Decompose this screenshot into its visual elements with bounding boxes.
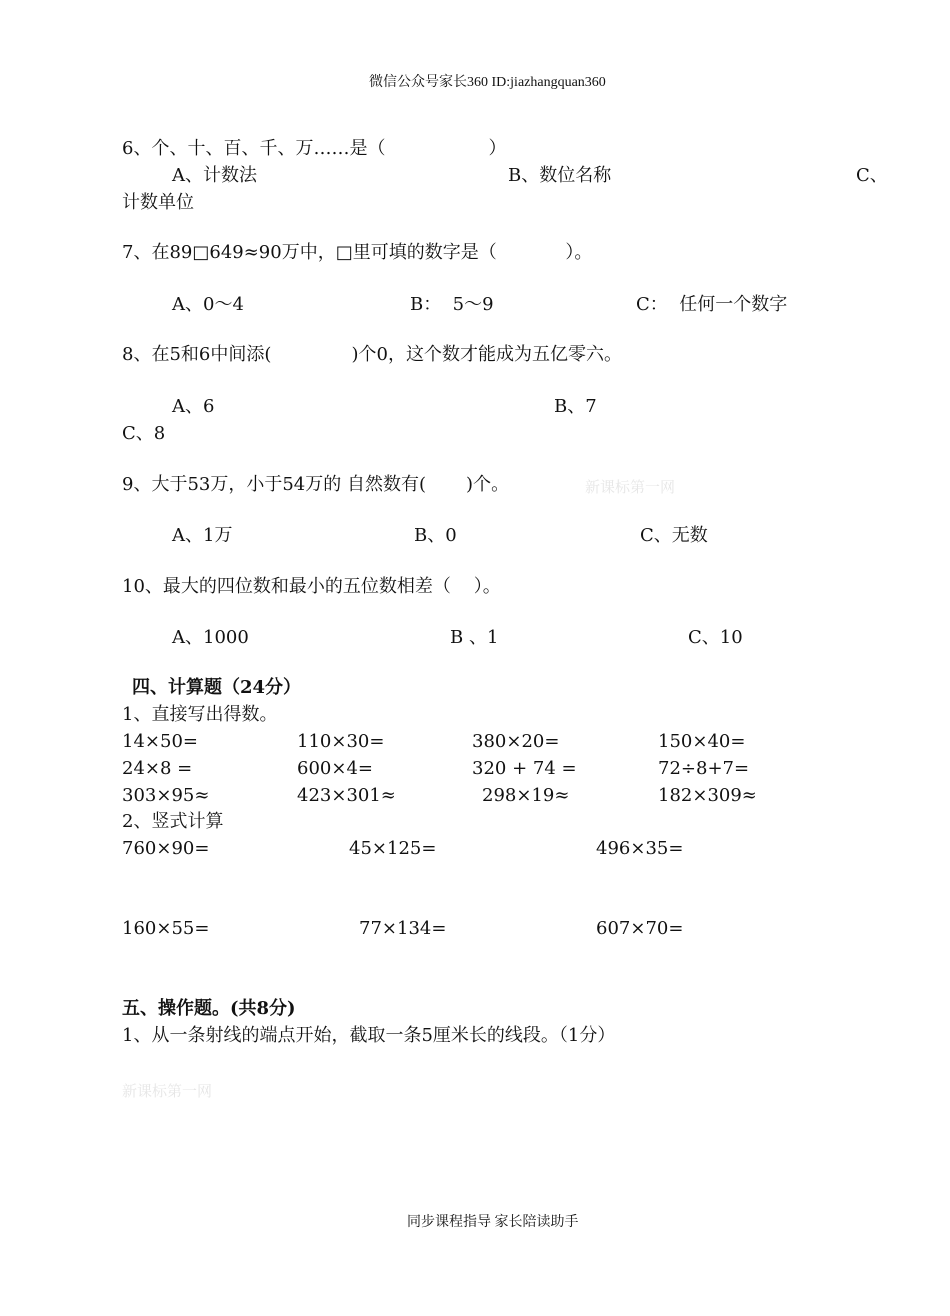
calc-r3-c3: 298×19≈ <box>482 785 570 806</box>
vertical-calc-r1-c3: 496×35= <box>596 838 684 859</box>
question-6-option-a: A、计数法 <box>172 165 257 186</box>
vertical-calc-r2-c1: 160×55= <box>122 918 210 939</box>
section-4-part-1: 1、直接写出得数。 <box>122 704 278 725</box>
section-4-title: 四、计算题（24分） <box>132 677 302 698</box>
calc-r1-c2: 110×30= <box>297 731 385 752</box>
watermark: 新课标第一网 <box>585 478 676 496</box>
vertical-calc-r2-c2: 77×134= <box>359 918 447 939</box>
calc-r1-c1: 14×50= <box>122 731 198 752</box>
watermark: 新课标第一网 <box>122 1082 213 1100</box>
vertical-calc-r1-c2: 45×125= <box>349 838 437 859</box>
question-7-stem: 7、在89□649≈90万中，□里可填的数字是（ ）。 <box>122 242 593 263</box>
question-7-option-c: C： 任何一个数字 <box>636 294 788 315</box>
calc-r2-c2: 600×4= <box>297 758 373 779</box>
question-7-option-a: A、0～4 <box>172 294 244 315</box>
section-5-title: 五、操作题。(共8分) <box>122 998 296 1019</box>
section-5-question-1: 1、从一条射线的端点开始，截取一条5厘米长的线段。（1分） <box>122 1025 616 1046</box>
question-9-option-c: C、无数 <box>640 525 708 546</box>
vertical-calc-r1-c1: 760×90= <box>122 838 210 859</box>
question-8-option-c: C、8 <box>122 423 166 444</box>
calc-r2-c4: 72÷8+7= <box>658 758 750 779</box>
calc-r1-c4: 150×40= <box>658 731 746 752</box>
question-8-option-b: B、7 <box>554 396 597 417</box>
page-footer: 同步课程指导 家长陪读助手 <box>407 1215 579 1230</box>
question-10-option-c: C、10 <box>688 627 743 648</box>
question-6-option-c-prefix: C、 <box>856 165 888 186</box>
question-6-option-b: B、数位名称 <box>508 165 612 186</box>
calc-r1-c3: 380×20= <box>472 731 560 752</box>
question-9-stem: 9、大于53万，小于54万的 自然数有( )个。 <box>122 474 510 495</box>
question-7-option-b: B： 5～9 <box>410 294 494 315</box>
question-8-option-a: A、6 <box>172 396 215 417</box>
section-4-part-2: 2、竖式计算 <box>122 811 224 832</box>
question-10-option-b: B 、1 <box>450 627 499 648</box>
question-6-stem: 6、个、十、百、千、万……是（ ） <box>122 138 507 159</box>
question-8-stem: 8、在5和6中间添( )个0，这个数才能成为五亿零六。 <box>122 344 622 365</box>
calc-r2-c1: 24×8 = <box>122 758 193 779</box>
question-10-stem: 10、最大的四位数和最小的五位数相差（ ）。 <box>122 576 501 597</box>
question-9-option-a: A、1万 <box>172 525 233 546</box>
calc-r3-c1: 303×95≈ <box>122 785 210 806</box>
calc-r3-c2: 423×301≈ <box>297 785 396 806</box>
calc-r3-c4: 182×309≈ <box>658 785 757 806</box>
question-6-option-c: 计数单位 <box>122 192 194 213</box>
question-10-option-a: A、1000 <box>172 627 249 648</box>
page-header: 微信公众号家长360 ID:jiazhangquan360 <box>369 75 606 90</box>
question-9-option-b: B、0 <box>414 525 457 546</box>
vertical-calc-r2-c3: 607×70= <box>596 918 684 939</box>
calc-r2-c3: 320 + 74 = <box>472 758 577 779</box>
